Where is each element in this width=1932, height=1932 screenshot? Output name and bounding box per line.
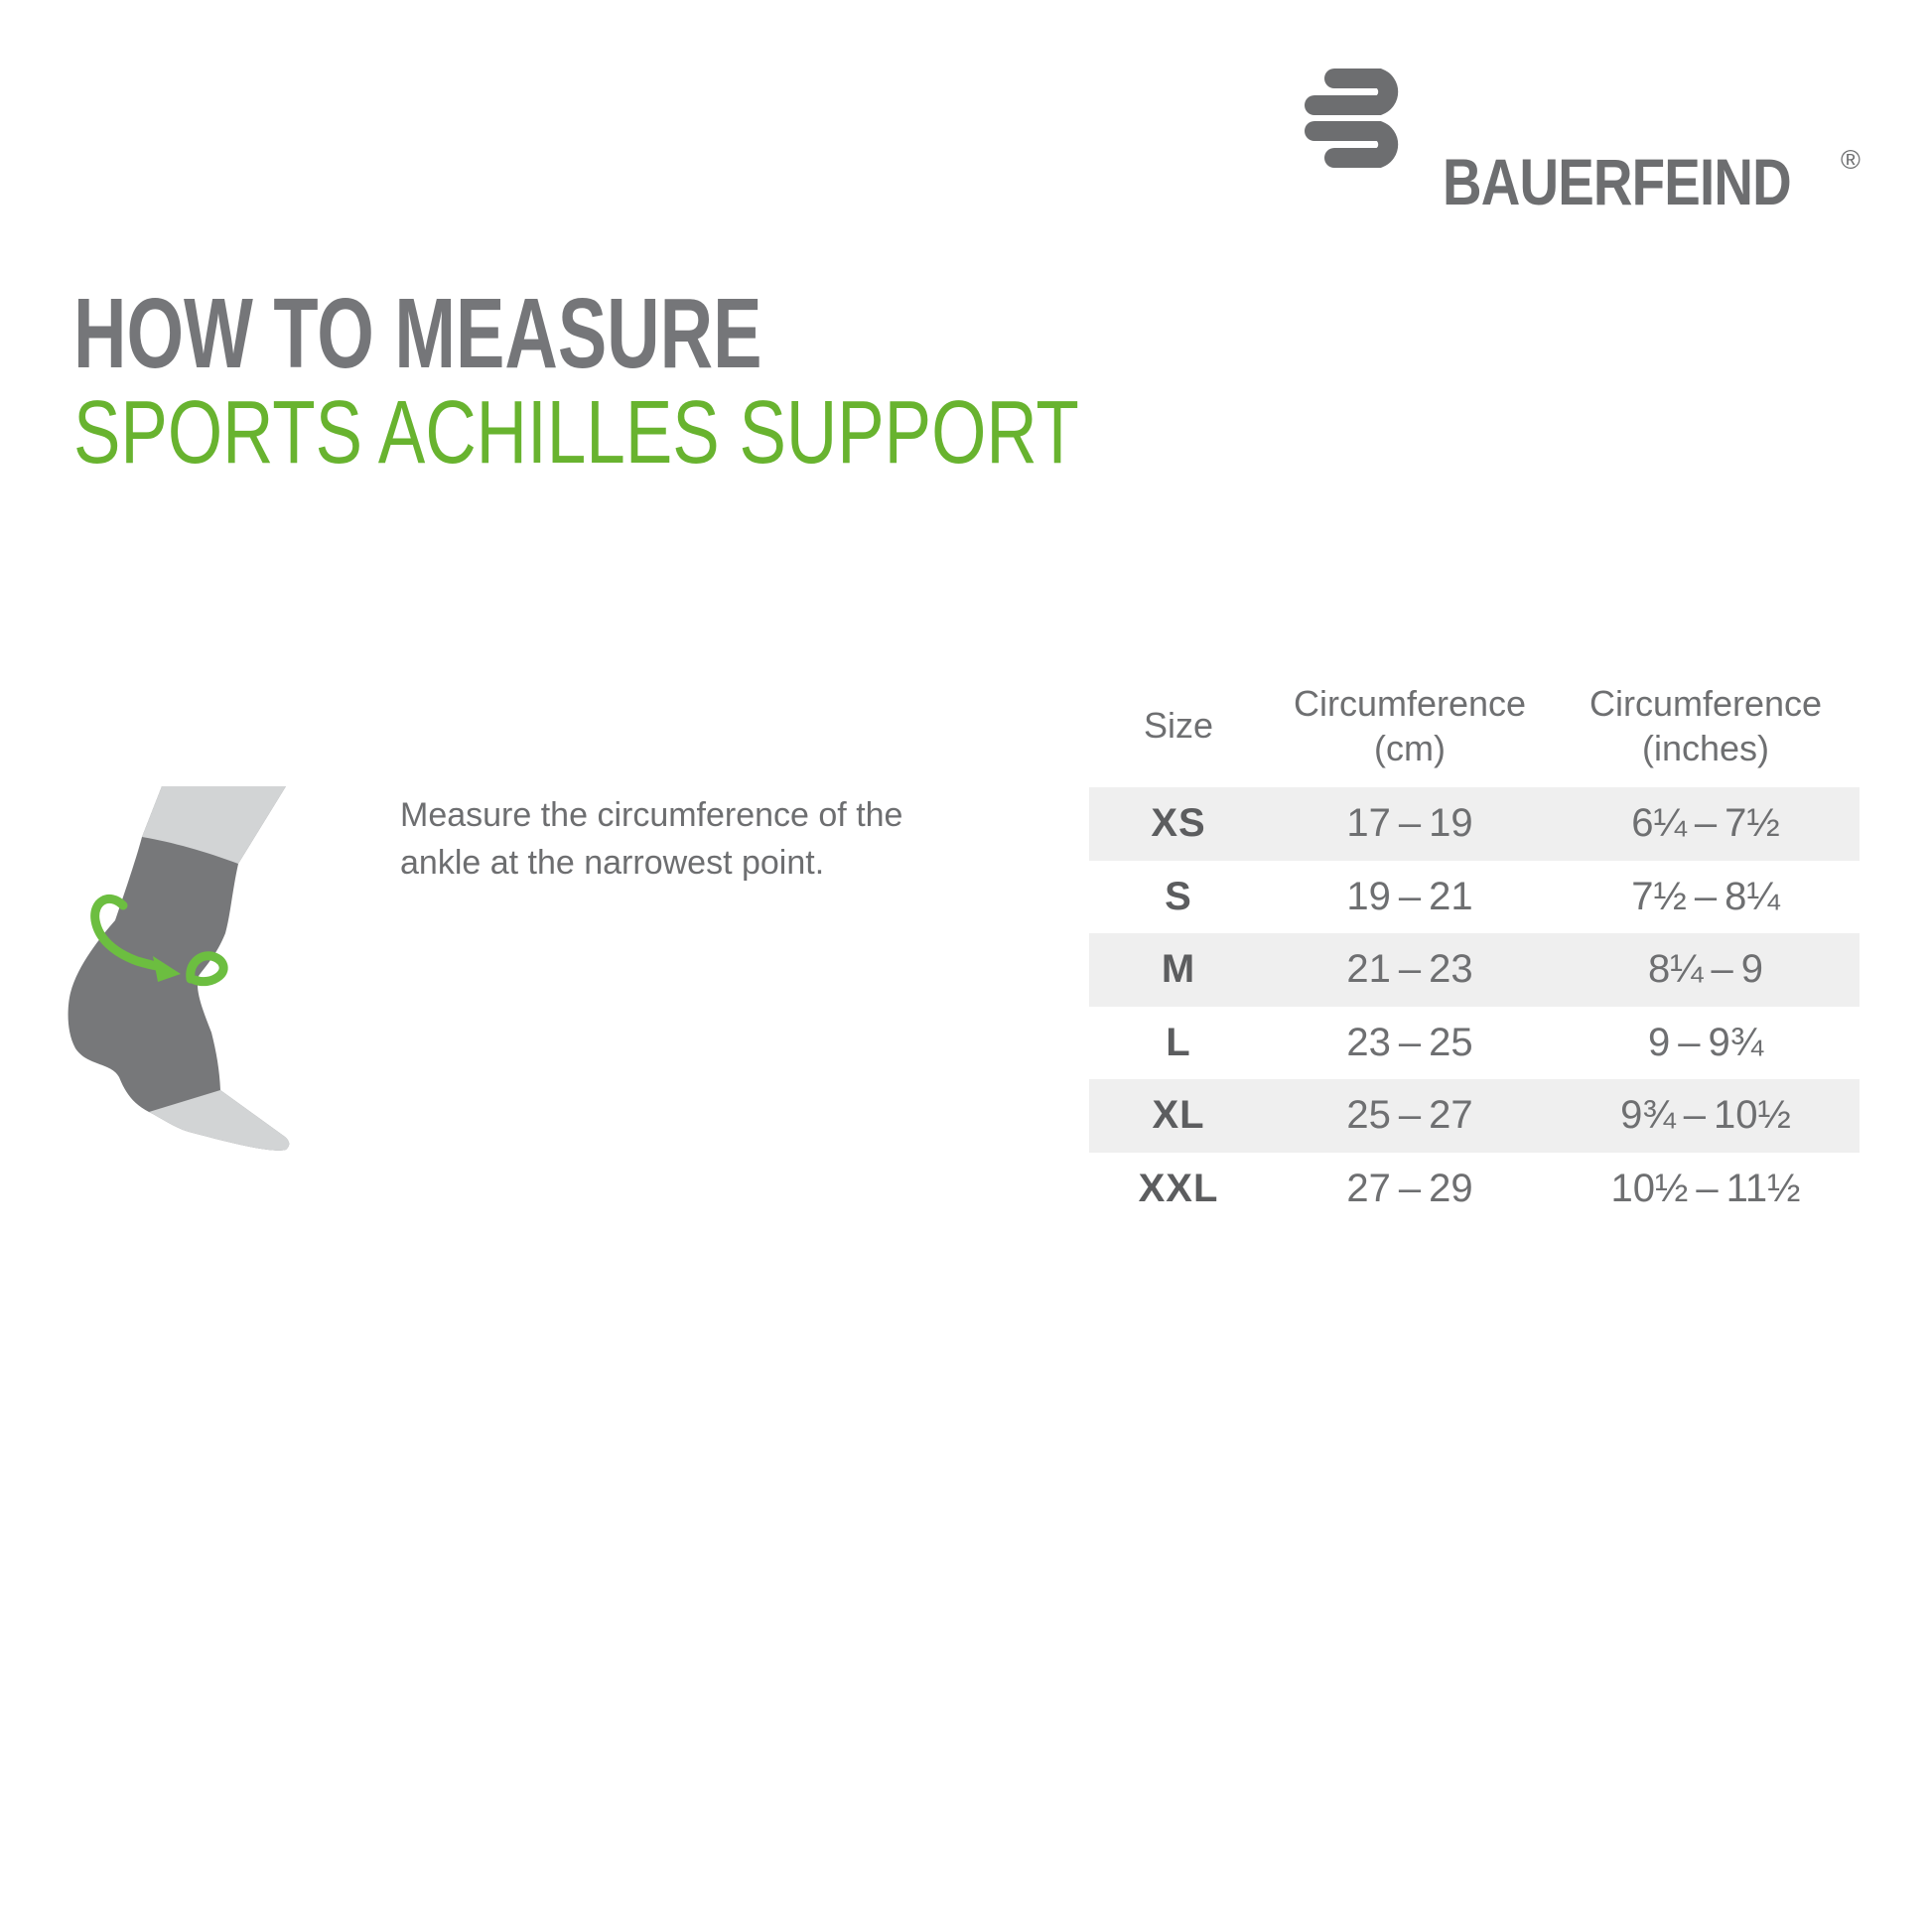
cm-cell: 21 – 23 [1346, 947, 1473, 992]
size-cell: XXL [1138, 1166, 1219, 1210]
brand-logo [1304, 66, 1879, 218]
inches-cell: 9 – 9¾ [1647, 1020, 1764, 1064]
size-table-header [1089, 663, 1860, 787]
brand-name: BAUERFEIND [1443, 145, 1791, 218]
size-table [1089, 663, 1860, 1225]
cm-cell: 17 – 19 [1346, 801, 1473, 846]
inches-cell: 6¼ – 7½ [1631, 801, 1780, 846]
col-header-cm: Circumference (cm) [1293, 682, 1527, 768]
table-row [1089, 1079, 1860, 1153]
table-row [1089, 787, 1860, 861]
cm-cell: 23 – 25 [1346, 1020, 1473, 1064]
ankle-measurement-illustration [58, 776, 355, 1183]
size-cell: XS [1151, 801, 1206, 846]
size-cell: XL [1152, 1093, 1205, 1138]
measure-instruction: Measure the circumference of the ankle at the narrowest point. [400, 796, 903, 882]
inches-cell: 9¾ – 10½ [1620, 1093, 1791, 1138]
col-header-size: Size [1143, 705, 1214, 746]
table-row [1089, 933, 1860, 1007]
size-cell: M [1161, 947, 1196, 992]
inches-cell: 10½ – 11½ [1610, 1166, 1801, 1210]
measure-arrow-hook [191, 956, 223, 982]
cm-cell: 25 – 27 [1346, 1093, 1473, 1138]
page-title: HOW TO MEASURE [73, 278, 762, 389]
cm-cell: 27 – 29 [1346, 1166, 1473, 1210]
inches-cell: 7½ – 8¼ [1631, 874, 1780, 918]
product-subtitle: SPORTS ACHILLES SUPPORT [73, 383, 1079, 483]
cm-cell: 19 – 21 [1346, 874, 1473, 918]
table-row [1089, 1007, 1860, 1080]
registered-mark: ® [1841, 145, 1861, 175]
table-row [1089, 861, 1860, 934]
size-cell: L [1166, 1020, 1191, 1064]
inches-cell: 8¼ – 9 [1647, 947, 1764, 992]
bauerfeind-b-mark-icon [1304, 68, 1409, 169]
size-cell: S [1165, 874, 1192, 918]
col-header-inches: Circumference (inches) [1588, 682, 1823, 768]
table-row [1089, 1153, 1860, 1226]
